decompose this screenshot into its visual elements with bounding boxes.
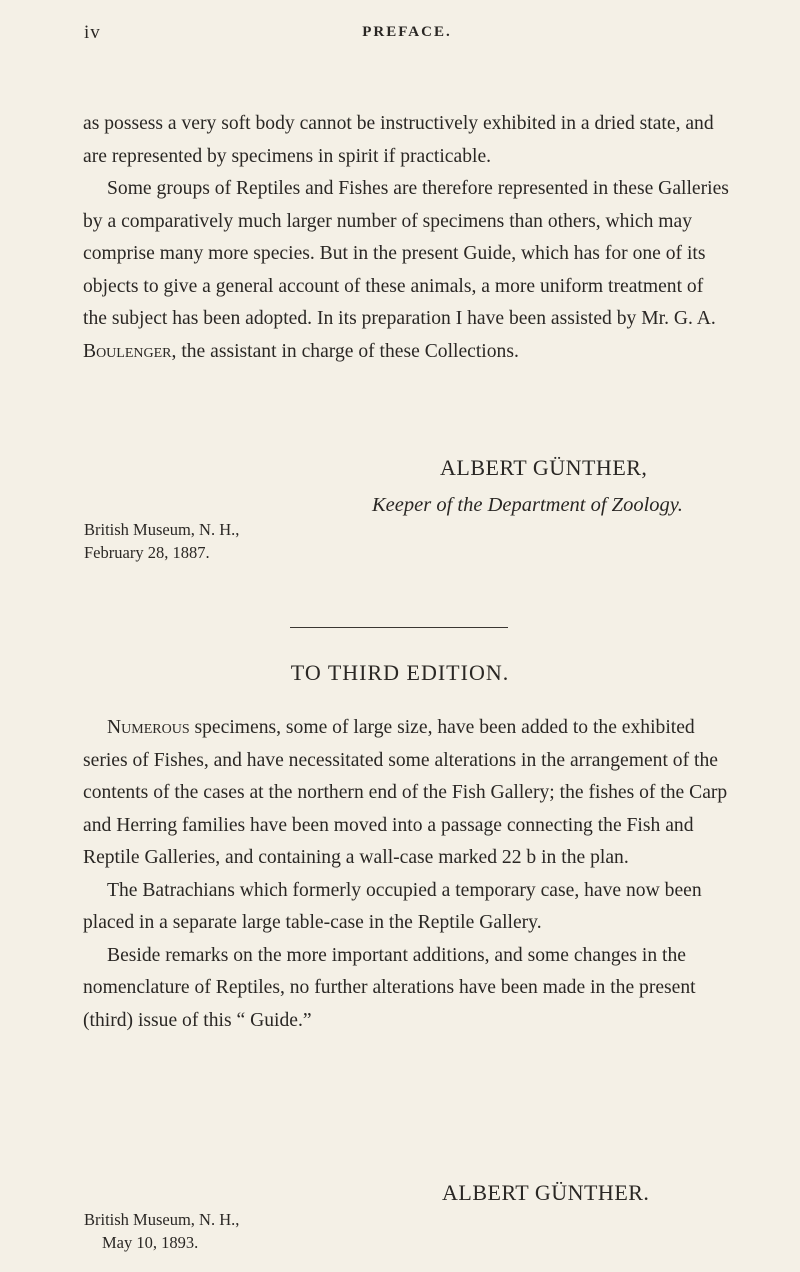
- third-edition-paragraph-2: The Batrachians which formerly occupied a temporary case, have now been placed in a separate large table-case in the Reptile Gallery.: [83, 879, 702, 933]
- third-edition-paragraph-1: [83, 712, 731, 875]
- preface-paragraph-2: [83, 173, 731, 368]
- preface-place: British Museum, N. H.,: [84, 520, 240, 539]
- third-edition-paragraph-3: Beside remarks on the more important additions, and some changes in the nomenclature of Reptiles, no further alterations have been made in the present (third) issue of this “ Guide.”: [83, 944, 696, 1031]
- running-head: [84, 22, 730, 50]
- preface-signature: ALBERT GÜNTHER,: [440, 455, 648, 480]
- paragraph-2-text-after: , the assistant in charge of these Collections.: [171, 340, 519, 362]
- preface-place-date: [84, 518, 239, 564]
- page-number: iv: [84, 22, 101, 43]
- third-edition-place-date: [84, 1208, 239, 1254]
- keeper-title: Keeper of the Department of Zoology.: [372, 494, 683, 516]
- preface-text: [83, 108, 731, 368]
- third-edition-text: [83, 712, 731, 1037]
- paragraph-2-text-before: Some groups of Reptiles and Fishes are therefore represented in these Galleries by a comparatively much larger number of specimens than others, which may comprise many more species. But in the present Guide, which has for one of its objects to give a general account of these animals, a more uniform treatment of the subject has been adopted. In its preparation I have been assisted by Mr. G. A.: [83, 178, 729, 329]
- preface-paragraph-1: as possess a very soft body cannot be instructively exhibited in a dried state, and are represented by specimens in spirit if practicable.: [83, 113, 714, 167]
- third-edition-heading: TO THIRD EDITION.: [290, 660, 510, 685]
- page-title: PREFACE.: [362, 24, 452, 40]
- paragraph-1-text: specimens, some of large size, have been added to the exhibited series of Fishes, and have necessitated some alterations in the arrangement of the contents of the cases at the northern end of the Fish Gallery; the fishes of the Carp and Herring families have been moved into a passage connecting the Fish and Reptile Galleries, and containing a wall-case marked 22 b in the plan.: [83, 717, 728, 868]
- preface-date: February 28, 1887.: [84, 543, 210, 562]
- assistant-name: Boulenger: [83, 340, 172, 362]
- third-edition-place: British Museum, N. H.,: [84, 1210, 240, 1229]
- third-edition-signature: ALBERT GÜNTHER.: [442, 1180, 650, 1205]
- drop-word: Numerous: [107, 717, 190, 738]
- section-divider: [290, 627, 508, 628]
- third-edition-date: May 10, 1893.: [102, 1233, 199, 1252]
